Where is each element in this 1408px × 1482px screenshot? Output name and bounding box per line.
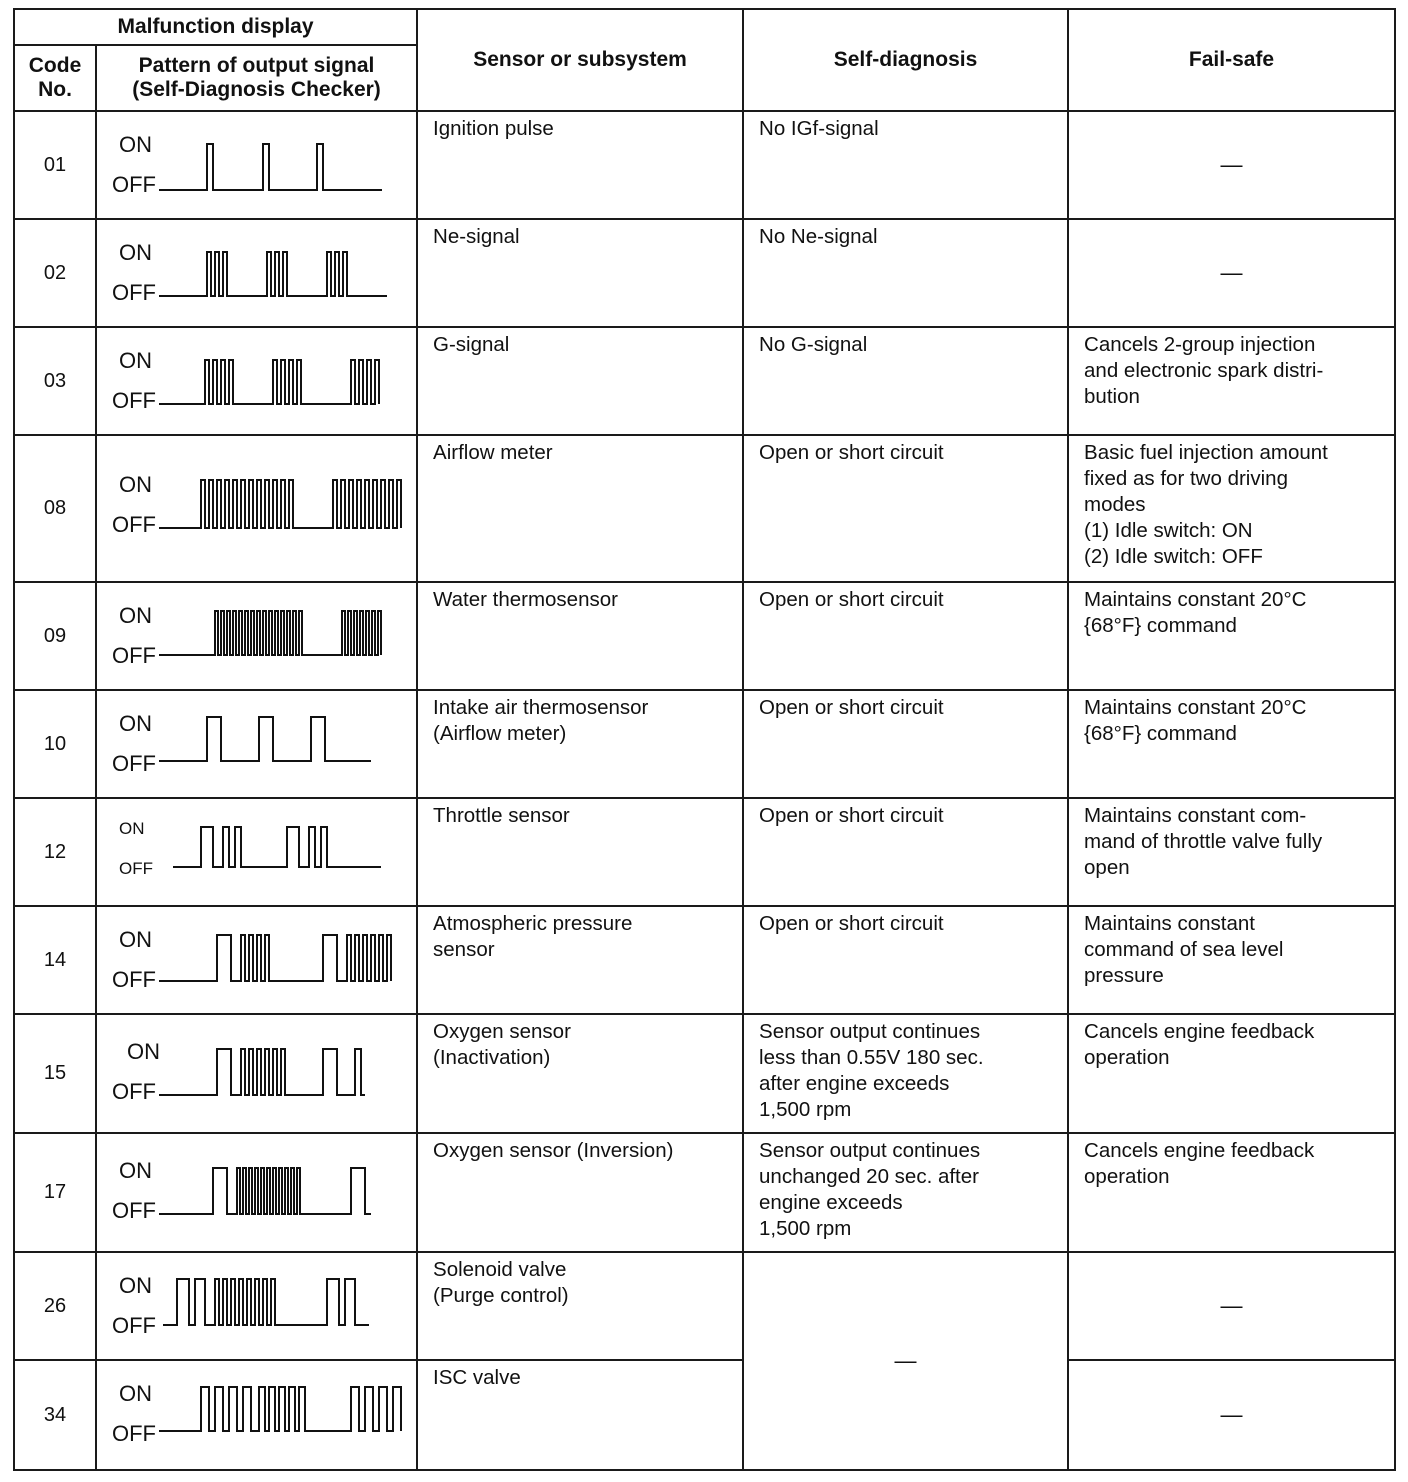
- on-label: ON: [119, 711, 152, 736]
- table-row: [14, 111, 1395, 219]
- pulse-waveform: [97, 328, 418, 436]
- self-diagnosis-cell: —: [743, 1252, 1068, 1470]
- off-label: OFF: [119, 859, 153, 878]
- fail-safe-cell: Cancels 2-group injection and electronic spark distri- bution: [1068, 327, 1395, 435]
- off-label: OFF: [112, 751, 156, 776]
- code-cell: 14: [14, 906, 96, 1014]
- self-diagnosis-cell: No IGf-signal: [743, 111, 1068, 219]
- sensor-cell: Airflow meter: [417, 435, 743, 582]
- self-diagnosis-cell: Sensor output continues unchanged 20 sec. after engine exceeds 1,500 rpm: [743, 1133, 1068, 1252]
- on-label: ON: [119, 603, 152, 628]
- pulse-waveform: [97, 583, 418, 691]
- pulse-waveform: [97, 691, 418, 799]
- code-cell: 17: [14, 1133, 96, 1252]
- signal-pattern: [96, 219, 417, 327]
- self-diagnosis-cell: Open or short circuit: [743, 435, 1068, 582]
- code-cell: 02: [14, 219, 96, 327]
- self-diagnosis-cell: Open or short circuit: [743, 582, 1068, 690]
- off-label: OFF: [112, 388, 156, 413]
- self-diagnosis-cell: Open or short circuit: [743, 798, 1068, 906]
- signal-pattern: [96, 1133, 417, 1252]
- on-label: ON: [119, 240, 152, 265]
- table-row: [14, 1133, 1395, 1252]
- on-label: ON: [119, 1381, 152, 1406]
- pulse-waveform: [97, 1134, 418, 1253]
- table-row: [14, 690, 1395, 798]
- pulse-waveform: [97, 1253, 418, 1361]
- self-diagnosis-cell: Open or short circuit: [743, 906, 1068, 1014]
- fail-safe-cell: —: [1068, 111, 1395, 219]
- fail-safe-cell: Cancels engine feedback operation: [1068, 1014, 1395, 1133]
- code-cell: 01: [14, 111, 96, 219]
- off-label: OFF: [112, 280, 156, 305]
- on-label: ON: [119, 1273, 152, 1298]
- sensor-cell: Ne-signal: [417, 219, 743, 327]
- self-diagnosis-header: Self-diagnosis: [743, 9, 1068, 111]
- fail-safe-cell: —: [1068, 1252, 1395, 1360]
- off-label: OFF: [112, 172, 156, 197]
- code-cell: 03: [14, 327, 96, 435]
- sensor-cell: Water thermosensor: [417, 582, 743, 690]
- off-label: OFF: [112, 1421, 156, 1446]
- sensor-header: Sensor or subsystem: [417, 9, 743, 111]
- fail-safe-cell: Maintains constant 20°C {68°F} command: [1068, 582, 1395, 690]
- table-row: [14, 582, 1395, 690]
- signal-pattern: [96, 582, 417, 690]
- sensor-cell: Oxygen sensor (Inactivation): [417, 1014, 743, 1133]
- pulse-waveform: [97, 112, 418, 220]
- off-label: OFF: [112, 1313, 156, 1338]
- pattern-header: Pattern of output signal (Self-Diagnosis Checker): [96, 45, 417, 111]
- code-cell: 08: [14, 435, 96, 582]
- code-cell: 15: [14, 1014, 96, 1133]
- sensor-cell: Oxygen sensor (Inversion): [417, 1133, 743, 1252]
- table-row: [14, 435, 1395, 582]
- signal-pattern: [96, 1360, 417, 1470]
- fail-safe-cell: —: [1068, 219, 1395, 327]
- code-cell: 09: [14, 582, 96, 690]
- sensor-cell: G-signal: [417, 327, 743, 435]
- code-cell: 12: [14, 798, 96, 906]
- diagnosis-table: [13, 8, 1396, 1471]
- self-diagnosis-cell: Open or short circuit: [743, 690, 1068, 798]
- fail-safe-cell: Maintains constant 20°C {68°F} command: [1068, 690, 1395, 798]
- signal-pattern: [96, 1014, 417, 1133]
- on-label: ON: [127, 1039, 160, 1064]
- off-label: OFF: [112, 1079, 156, 1104]
- fail-safe-cell: Cancels engine feedback operation: [1068, 1133, 1395, 1252]
- code-cell: 10: [14, 690, 96, 798]
- fail-safe-cell: —: [1068, 1360, 1395, 1470]
- table-row: [14, 1252, 1395, 1360]
- table-row: [14, 906, 1395, 1014]
- table-row: [14, 798, 1395, 906]
- code-cell: 26: [14, 1252, 96, 1360]
- pulse-waveform: [97, 1361, 418, 1471]
- table-row: [14, 1360, 1395, 1470]
- self-diagnosis-cell: No G-signal: [743, 327, 1068, 435]
- off-label: OFF: [112, 1198, 156, 1223]
- on-label: ON: [119, 132, 152, 157]
- on-label: ON: [119, 348, 152, 373]
- sensor-cell: Atmospheric pressure sensor: [417, 906, 743, 1014]
- signal-pattern: [96, 435, 417, 582]
- self-diagnosis-cell: No Ne-signal: [743, 219, 1068, 327]
- signal-pattern: [96, 1252, 417, 1360]
- sensor-cell: Solenoid valve (Purge control): [417, 1252, 743, 1360]
- pulse-waveform: [97, 1015, 418, 1134]
- signal-pattern: [96, 327, 417, 435]
- off-label: OFF: [112, 967, 156, 992]
- pulse-waveform: [97, 436, 418, 583]
- fail-safe-cell: Maintains constant com- mand of throttle valve fully open: [1068, 798, 1395, 906]
- signal-pattern: [96, 111, 417, 219]
- fail-safe-cell: Basic fuel injection amount fixed as for two driving modes (1) Idle switch: ON (2) Idle switch: OFF: [1068, 435, 1395, 582]
- pulse-waveform: [97, 799, 418, 907]
- sensor-cell: Intake air thermosensor (Airflow meter): [417, 690, 743, 798]
- signal-pattern: [96, 798, 417, 906]
- table-row: [14, 327, 1395, 435]
- off-label: OFF: [112, 512, 156, 537]
- pulse-waveform: [97, 220, 418, 328]
- signal-pattern: [96, 906, 417, 1014]
- on-label: ON: [119, 1158, 152, 1183]
- fail-safe-cell: Maintains constant command of sea level pressure: [1068, 906, 1395, 1014]
- pulse-waveform: [97, 907, 418, 1015]
- code-cell: 34: [14, 1360, 96, 1470]
- sensor-cell: Throttle sensor: [417, 798, 743, 906]
- sensor-cell: Ignition pulse: [417, 111, 743, 219]
- on-label: ON: [119, 472, 152, 497]
- table-row: [14, 219, 1395, 327]
- self-diagnosis-cell: Sensor output continues less than 0.55V 180 sec. after engine exceeds 1,500 rpm: [743, 1014, 1068, 1133]
- malfunction-display-header: Malfunction display: [14, 9, 417, 45]
- off-label: OFF: [112, 643, 156, 668]
- code-no-header: Code No.: [14, 45, 96, 111]
- fail-safe-header: Fail-safe: [1068, 9, 1395, 111]
- table-row: [14, 1014, 1395, 1133]
- on-label: ON: [119, 927, 152, 952]
- sensor-cell: ISC valve: [417, 1360, 743, 1470]
- signal-pattern: [96, 690, 417, 798]
- on-label: ON: [119, 819, 145, 838]
